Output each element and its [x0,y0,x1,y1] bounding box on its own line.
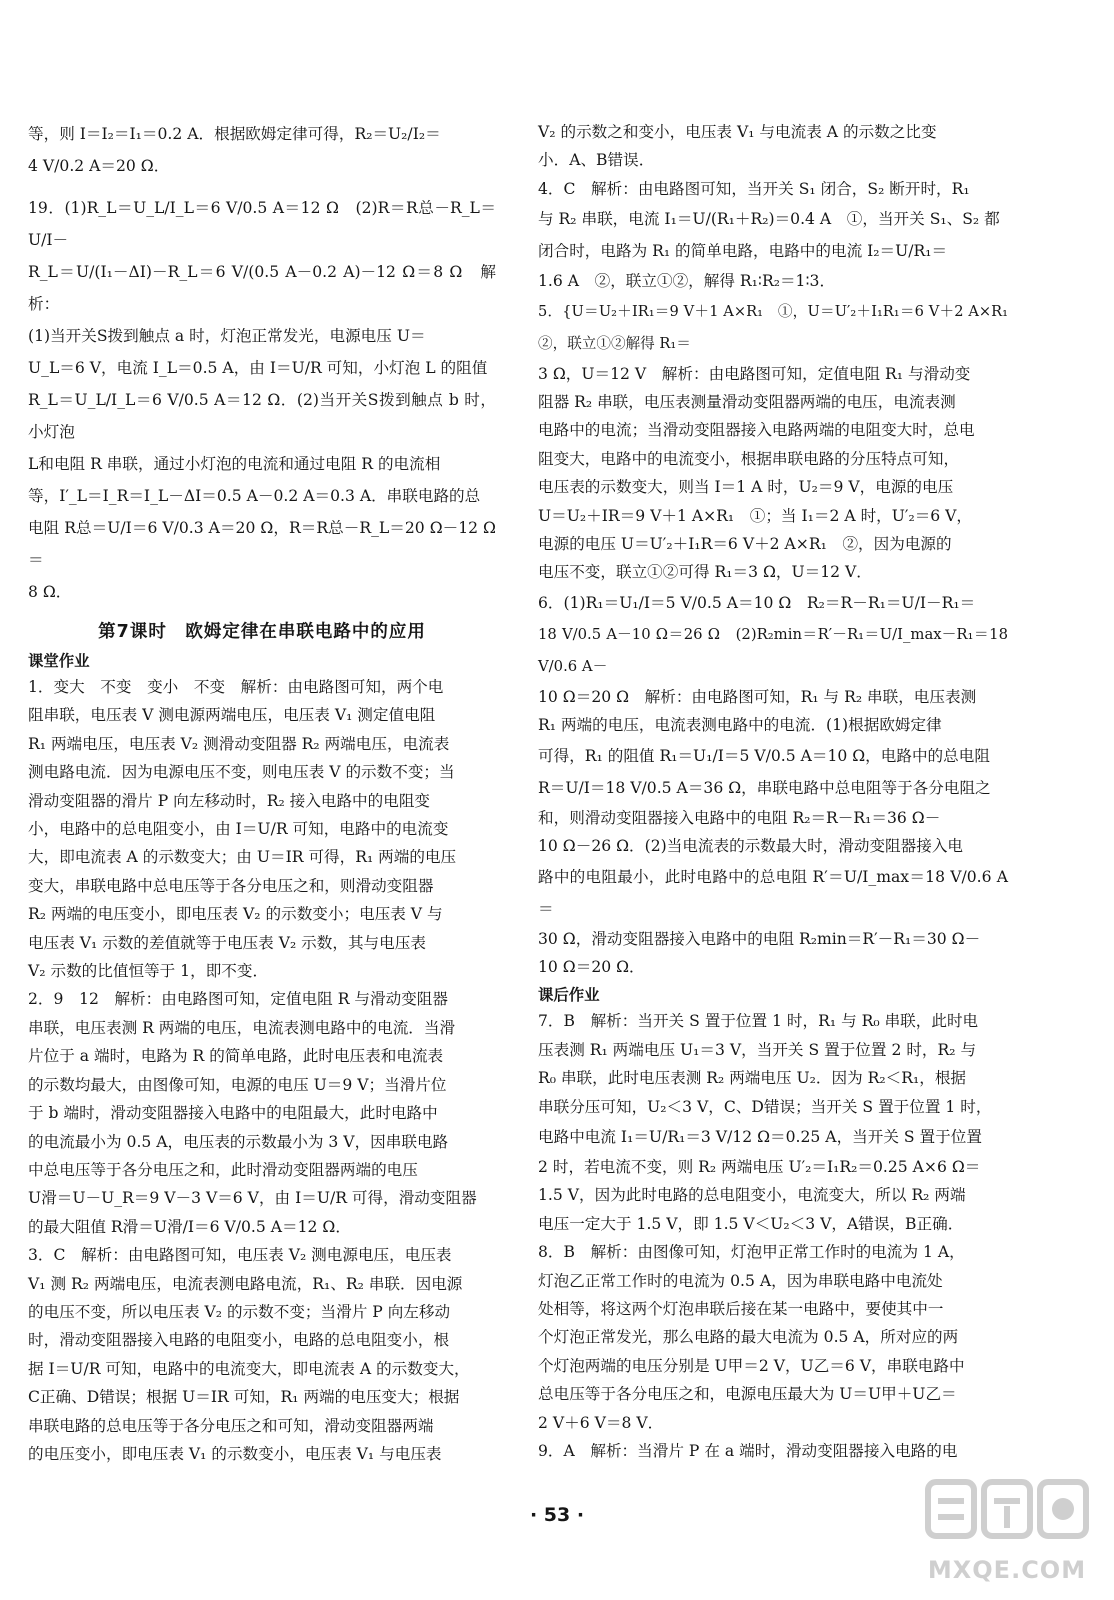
text-line: R_L＝U/(I₁－ΔI)－R_L＝6 V/(0.5 A－0.2 A)－12 Ω＝8 Ω 解析： [28,263,496,313]
text-line: R₂ 两端的电压变小，即电压表 V₂ 的示数变小；电压表 V 与 [28,905,443,924]
text-line: R₀ 串联，此时电压表测 R₂ 两端电压 U₂．因为 R₂＜R₁，根据 [538,1069,967,1088]
text-line: (1)当开关S拨到触点 a 时，灯泡正常发光，电源电压 U＝ [28,327,426,345]
left-column [28,118,496,1468]
text-line: R_L＝U_L/I_L＝6 V/0.5 A＝12 Ω．(2)当开关S拨到触点 b 时，小灯泡 [28,391,496,441]
text-line: 压表测 R₁ 两端电压 U₁＝3 V，当开关 S 置于位置 2 时，R₂ 与 [538,1040,977,1059]
text-line: 30 Ω，滑动变阻器接入电路中的电阻 R₂min＝R′－R₁＝30 Ω－ [538,929,981,948]
text-line: V₂ 示数的比值恒等于 1，即不变． [28,962,269,981]
text-line: 3．C 解析：由电路图可知，电压表 V₂ 测电源电压，电压表 [28,1246,452,1265]
text-line: 2 时，若电流不变，则 R₂ 两端电压 U′₂＝I₁R₂＝0.25 A×6 Ω＝ [538,1157,981,1176]
text-line: 小，电路中的总电阻变小，由 I＝U/R 可知，电路中的电流变 [28,820,449,839]
text-line: 4 V/0.2 A＝20 Ω． [28,157,170,175]
text-line: R₁ 两端电压，电压表 V₂ 测滑动变阻器 R₂ 两端电压，电流表 [28,734,450,753]
text-line: 串联，电压表测 R 两端的电压，电流表测电路中的电流．当滑 [28,1018,456,1037]
text-line: 总电压等于各分电压之和，电源电压最大为 U＝U甲＋U乙＝ [538,1385,957,1404]
text-line: 滑动变阻器的滑片 P 向左移动时，R₂ 接入电路中的电阻变 [28,791,431,810]
text-line: 测电路电流．因为电源电压不变，则电压表 V 的示数不变；当 [28,763,455,782]
lesson-title: 第7课时 欧姆定律在串联电路中的应用 [98,622,426,642]
text-line: 等，I′_L＝I_R＝I_L－ΔI＝0.5 A－0.2 A＝0.3 A．串联电路的总 [28,487,481,505]
text-line: 串联分压可知，U₂＜3 V，C、D错误；当开关 S 置于位置 1 时， [538,1097,992,1116]
text-line: 闭合时，电路为 R₁ 的简单电路，电路中的电流 I₂＝U/R₁＝ [538,242,948,261]
text-line: 3 Ω，U＝12 V 解析：由电路图可知，定值电阻 R₁ 与滑动变 [538,364,971,383]
text-line: 的示数均最大，由图像可知，电源的电压 U＝9 V；当滑片位 [28,1075,447,1094]
text-line: 电压不变，联立①②可得 R₁＝3 Ω，U＝12 V． [538,563,872,582]
text-line: 串联电路的总电压等于各分电压之和可知，滑动变阻器两端 [28,1416,434,1435]
text-line: 2 V＋6 V＝8 V． [538,1413,664,1432]
text-line: C正确、D错误；根据 U＝IR 可知，R₁ 两端的电压变大；根据 [28,1388,460,1407]
section-heading-class-work: 课堂作业 [28,652,90,670]
page-number: · 53 · [529,1504,585,1526]
text-line: R＝U/I＝18 V/0.5 A＝36 Ω，串联电路中总电阻等于各分电阻之 [538,778,991,797]
text-line: 4．C 解析：由电路图可知，当开关 S₁ 闭合，S₂ 断开时，R₁ [538,179,970,198]
text-line: V₁ 测 R₂ 两端电压，电流表测电路电流，R₁、R₂ 串联．因电源 [28,1274,463,1293]
text-line: 10 Ω－26 Ω．(2)当电流表的示数最大时，滑动变阻器接入电 [538,837,964,856]
text-line: 电路中的电流；当滑动变阻器接入电路两端的电阻变大时，总电 [538,421,975,440]
text-line: 9．A 解析：当滑片 P 在 a 端时，滑动变阻器接入电路的电 [538,1442,958,1460]
text-line: 时，滑动变阻器接入电路的电阻变小，电路的总电阻变小，根 [28,1331,450,1350]
text-line: L和电阻 R 串联，通过小灯泡的电流和通过电阻 R 的电流相 [28,455,441,473]
text-line: 大，即电流表 A 的示数变大；由 U＝IR 可得，R₁ 两端的电压 [28,848,457,867]
text-line: 10 Ω＝20 Ω 解析：由电路图可知，R₁ 与 R₂ 串联，电压表测 [538,687,977,706]
text-line: 19．(1)R_L＝U_L/I_L＝6 V/0.5 A＝12 Ω (2)R＝R总－R_L＝U/I－ [28,199,496,249]
watermark-text: MXQE.COM [927,1556,1087,1584]
right-column [538,118,1023,1465]
text-line: 可得，R₁ 的阻值 R₁＝U₁/I＝5 V/0.5 A＝10 Ω，电路中的总电阻 [538,746,990,765]
text-line: 路中的电阻最小，此时电路中的总电阻 R′＝U/I_max＝18 V/0.6 A＝ [538,867,1008,918]
text-line: 阻器 R₂ 串联，电压表测量滑动变阻器两端的电压，电流表测 [538,393,956,412]
text-line: 电压一定大于 1.5 V，即 1.5 V＜U₂＜3 V，A错误，B正确． [538,1214,964,1233]
text-line: 个灯泡正常发光，那么电路的最大电流为 0.5 A，所对应的两 [538,1328,959,1347]
text-line: 10 Ω＝20 Ω． [538,957,645,976]
text-line: 于 b 端时，滑动变阻器接入电路中的电阻最大，此时电路中 [28,1104,438,1123]
text-line: 1.5 V，因为此时电路的总电阻变小，电流变大，所以 R₂ 两端 [538,1186,966,1205]
text-line: 2．9 12 解析：由电路图可知，定值电阻 R 与滑动变阻器 [28,990,448,1009]
watermark-logo-icon [918,1470,1096,1560]
text-line: 阻变大，电路中的电流变小，根据串联电路的分压特点可知， [538,449,960,468]
text-line: 处相等，将这两个灯泡串联后接在某一电路中，要使其中一 [538,1299,944,1318]
text-line: V₂ 的示数之和变小，电压表 V₁ 与电流表 A 的示数之比变 [538,123,937,141]
text-line: 1.6 A ②，联立①②，解得 R₁∶R₂＝1∶3． [538,272,836,291]
text-line: 个灯泡两端的电压分别是 U甲＝2 V，U乙＝6 V，串联电路中 [538,1356,965,1375]
watermark [918,1470,1096,1588]
text-line: 8．B 解析：由图像可知，灯泡甲正常工作时的电流为 1 A， [538,1243,965,1262]
text-line: 的电流最小为 0.5 A，电压表的示数最小为 3 V，因串联电路 [28,1132,449,1151]
text-line: 8 Ω． [28,583,72,601]
text-line: 小．A、B错误． [538,151,655,170]
text-line: U_L＝6 V，电流 I_L＝0.5 A，由 I＝U/R 可知，小灯泡 L 的阻值 [28,359,488,377]
text-line: 1．变大 不变 变小 不变 解析：由电路图可知，两个电 [28,678,444,696]
text-line: 中总电压等于各分电压之和，此时滑动变阻器两端的电压 [28,1160,418,1179]
text-line: 7．B 解析：当开关 S 置于位置 1 时，R₁ 与 R₀ 串联，此时电 [538,1012,979,1031]
text-line: 6．(1)R₁＝U₁/I＝5 V/0.5 A＝10 Ω R₂＝R－R₁＝U/I－R₁＝ [538,593,976,612]
text-line: 电压表的示数变大，则当 I＝1 A 时，U₂＝9 V，电源的电压 [538,478,954,497]
text-line: 5．{U＝U₂＋IR₁＝9 V＋1 A×R₁ ①，U＝U′₂＋I₁R₁＝6 V＋2 A×R₁ ②，联立①②解得 R₁＝ [538,302,1023,352]
text-line: 的最大阻值 R滑＝U滑/I＝6 V/0.5 A＝12 Ω． [28,1217,351,1236]
text-line: 电路中电流 I₁＝U/R₁＝3 V/12 Ω＝0.25 A，当开关 S 置于位置 [538,1127,982,1146]
section-heading-after-class: 课后作业 [538,986,600,1005]
text-line: 阻串联，电压表 V 测电源两端电压，电压表 V₁ 测定值电阻 [28,706,436,725]
text-line: R₁ 两端的电压，电流表测电路中的电流．(1)根据欧姆定律 [538,716,942,735]
text-line: 片位于 a 端时，电路为 R 的简单电路，此时电压表和电流表 [28,1047,444,1066]
text-line: 的电压变小，即电压表 V₁ 的示数变小，电压表 V₁ 与电压表 [28,1444,442,1463]
text-line: 的电压不变，所以电压表 V₂ 的示数不变；当滑片 P 向左移动 [28,1302,451,1321]
text-line: 与 R₂ 串联，电流 I₁＝U/(R₁＋R₂)＝0.4 A ①，当开关 S₁、S₂ 都 [538,210,1000,229]
text-line: U滑＝U－U_R＝9 V－3 V＝6 V，由 I＝U/R 可得，滑动变阻器 [28,1189,477,1208]
text-line: 灯泡乙正常工作时的电流为 0.5 A，因为串联电路中电流处 [538,1271,943,1290]
text-line: U＝U₂＋IR＝9 V＋1 A×R₁ ①；当 I₁＝2 A 时，U′₂＝6 V， [538,506,973,525]
text-line: 变大，串联电路中总电压等于各分电压之和，则滑动变阻器 [28,876,434,895]
text-line: 电压表 V₁ 示数的差值就等于电压表 V₂ 示数，其与电压表 [28,933,426,952]
text-line: 18 V/0.5 A－10 Ω＝26 Ω (2)R₂min＝R′－R₁＝U/I_max－R₁＝18 V/0.6 A－ [538,625,1008,675]
text-line: 和，则滑动变阻器接入电路中的电阻 R₂＝R－R₁＝36 Ω－ [538,808,941,827]
text-line: 据 I＝U/R 可知，电路中的电流变大，即电流表 A 的示数变大， [28,1359,470,1378]
text-line: 电阻 R总＝U/I＝6 V/0.3 A＝20 Ω，R＝R总－R_L＝20 Ω－12 Ω＝ [28,519,496,569]
text-line: 等，则 I＝I₂＝I₁＝0.2 A．根据欧姆定律可得，R₂＝U₂/I₂＝ [28,125,441,143]
text-line: 电源的电压 U＝U′₂＋I₁R＝6 V＋2 A×R₁ ②，因为电源的 [538,535,952,554]
